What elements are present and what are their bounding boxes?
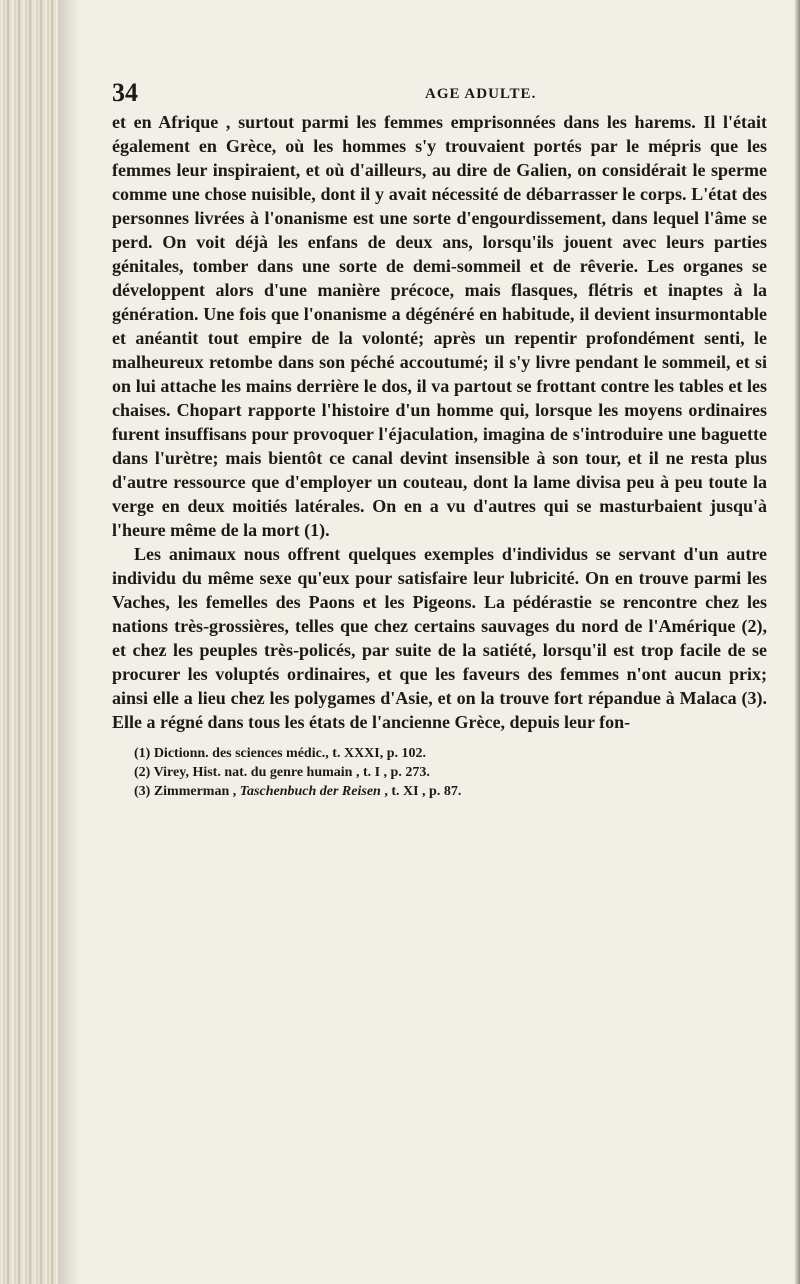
gutter-shadow	[58, 0, 80, 1284]
page-right-edge	[794, 0, 800, 1284]
paragraph-2: Les animaux nous offrent quelques exemples d'individus se servant d'un autre individu du même sexe qu'eux pour satisfaire leur lubricité. On en trouve parmi les Vaches, les femelles des Paons et les Pigeons. La pédérastie se rencontre chez les nations très-grossières, telles que chez certains sauvages du nord de l'Amérique (2), et chez les peuples très-policés, par suite de la satiété, lorsqu'il est trop facile de se procurer les voluptés ordinaires, et que les faveurs des femmes n'ont aucun prix; ainsi elle a lieu chez les polygames d'Asie, et on la trouve fort répandue à Malaca (3). Elle a régné dans tous les états de l'ancienne Grèce, depuis leur fon-	[112, 544, 767, 732]
page-header	[112, 74, 767, 110]
footnotes	[112, 744, 767, 801]
book-spine-edge	[0, 0, 58, 1284]
footnote-1: (1) Dictionn. des sciences médic., t. XXXI, p. 102.	[134, 746, 427, 761]
footnote-2: (2) Virey, Hist. nat. du genre humain , t. I , p. 273.	[134, 765, 430, 780]
book-page	[112, 74, 767, 801]
body-text	[112, 110, 767, 734]
footnote-3	[112, 782, 767, 801]
running-head: AGE ADULTE.	[425, 86, 537, 102]
page-number: 34	[112, 78, 138, 107]
paragraph-1: et en Afrique , surtout parmi les femmes emprisonnées dans les harems. Il l'était également en Grèce, où les hommes s'y trouvaient portés par le mépris que les femmes leur inspiraient, et où d'ailleurs, au dire de Galien, on considérait le sperme comme une chose nuisible, dont il y avait nécessité de débarrasser le corps. L'état des personnes livrées à l'onanisme est une sorte d'engourdissement, dans lequel l'âme se perd. On voit déjà les enfans de deux ans, lorsqu'ils jouent avec leurs parties génitales, tomber dans une sorte de demi-sommeil et de rêverie. Les organes se développent alors d'une manière précoce, mais flasques, flétris et inaptes à la génération. Une fois que l'onanisme a dégénéré en habitude, il devient insurmontable et anéantit tout empire de la volonté; après un repentir profondément senti, le malheureux retombe dans son péché accoutumé; il s'y livre pendant le sommeil, et si on lui attache les mains derrière le dos, il va partout se frottant contre les tables et les chaises. Chopart rapporte l'histoire d'un homme qui, lorsque les moyens ordinaires furent insuffisans pour provoquer l'éjaculation, imagina de s'introduire une baguette dans l'urètre; mais bientôt ce canal devint insensible à son tour, et il ne resta plus d'autre ressource que d'employer un couteau, dont la lame divisa peu à peu toute la verge en deux moitiés latérales. On en a vu d'autres qui se masturbaient jusqu'à l'heure même de la mort (1).	[112, 112, 767, 540]
footnote-3-title: Taschenbuch der Reisen	[239, 784, 381, 799]
footnote-3-author: (3) Zimmerman ,	[134, 784, 240, 799]
footnote-3-location: , t. XI , p. 87.	[380, 784, 462, 799]
